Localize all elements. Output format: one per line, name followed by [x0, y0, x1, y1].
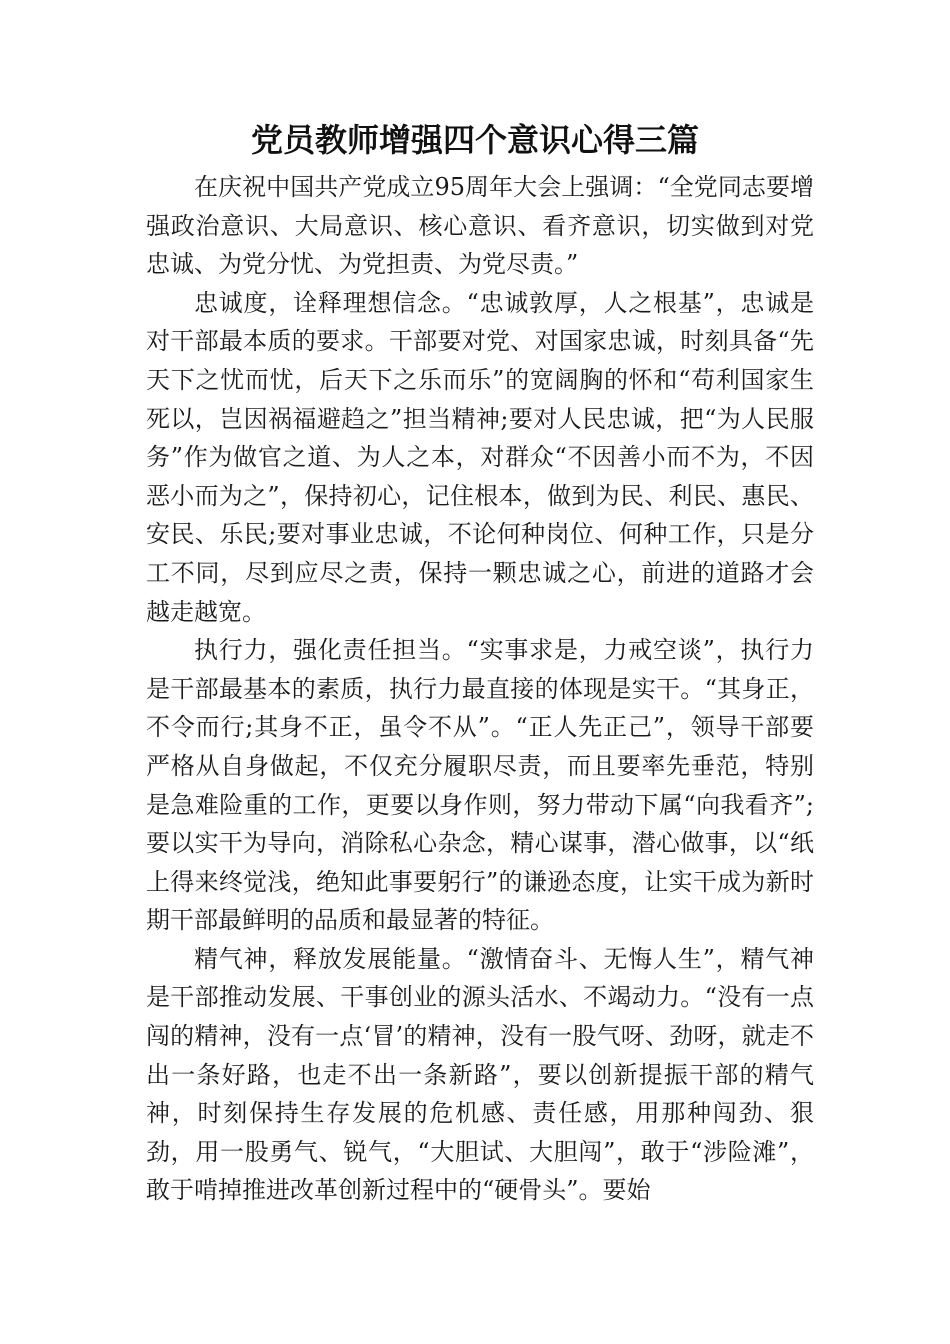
document-title: 党员教师增强四个意识心得三篇	[250, 121, 699, 159]
document-body	[146, 168, 814, 1210]
paragraph-intro: 在庆祝中国共产党成立95周年大会上强调：“全党同志要增强政治意识、大局意识、核心意识、看齐意识，切实做到对党忠诚、为党分忧、为党担责、为党尽责。”	[146, 173, 814, 279]
paragraph-loyalty: 忠诚度，诠释理想信念。“忠诚敦厚，人之根基”，忠诚是对干部最本质的要求。干部要对党、对国家忠诚，时刻具备“先天下之忧而忧，后天下之乐而乐”的宽阔胸的怀和“苟利国家生死以，岂因祸福避趋之”担当精神;要对人民忠诚，把“为人民服务”作为做官之道、为人之本，对群众“不因善小而不为，不因恶小而为之”，保持初心，记住根本，做到为民、利民、惠民、安民、乐民;要对事业忠诚，不论何种岗位、何种工作，只是分工不同，尽到应尽之责，保持一颗忠诚之心，前进的道路才会越走越宽。	[146, 288, 814, 626]
paragraph-spirit: 精气神，释放发展能量。“激情奋斗、无悔人生”，精气神是干部推动发展、干事创业的源头活水、不竭动力。“没有一点闯的精神，没有一点‘冒’的精神，没有一股气呀、劲呀，就走不出一条好路，也走不出一条新路”，要以创新提振干部的精气神，时刻保持生存发展的危机感、责任感，用那种闯劲、狠劲，用一股勇气、锐气，“大胆试、大胆闯”，敢于“涉险滩”，敢于啃掉推进改革创新过程中的“硬骨头”。要始	[146, 944, 814, 1205]
paragraph-execution: 执行力，强化责任担当。“实事求是，力戒空谈”，执行力是干部最基本的素质，执行力最直接的体现是实干。“其身正，不令而行;其身不正，虽令不从”。“正人先正己”，领导干部要严格从自身做起，不仅充分履职尽责，而且要率先垂范，特别是急难险重的工作，更要以身作则，努力带动下属“向我看齐”;要以实干为导向，消除私心杂念，精心谋事，潜心做事，以“纸上得来终觉浅，绝知此事要躬行”的谦逊态度，让实干成为新时期干部最鲜明的品质和最显著的特征。	[146, 636, 814, 935]
